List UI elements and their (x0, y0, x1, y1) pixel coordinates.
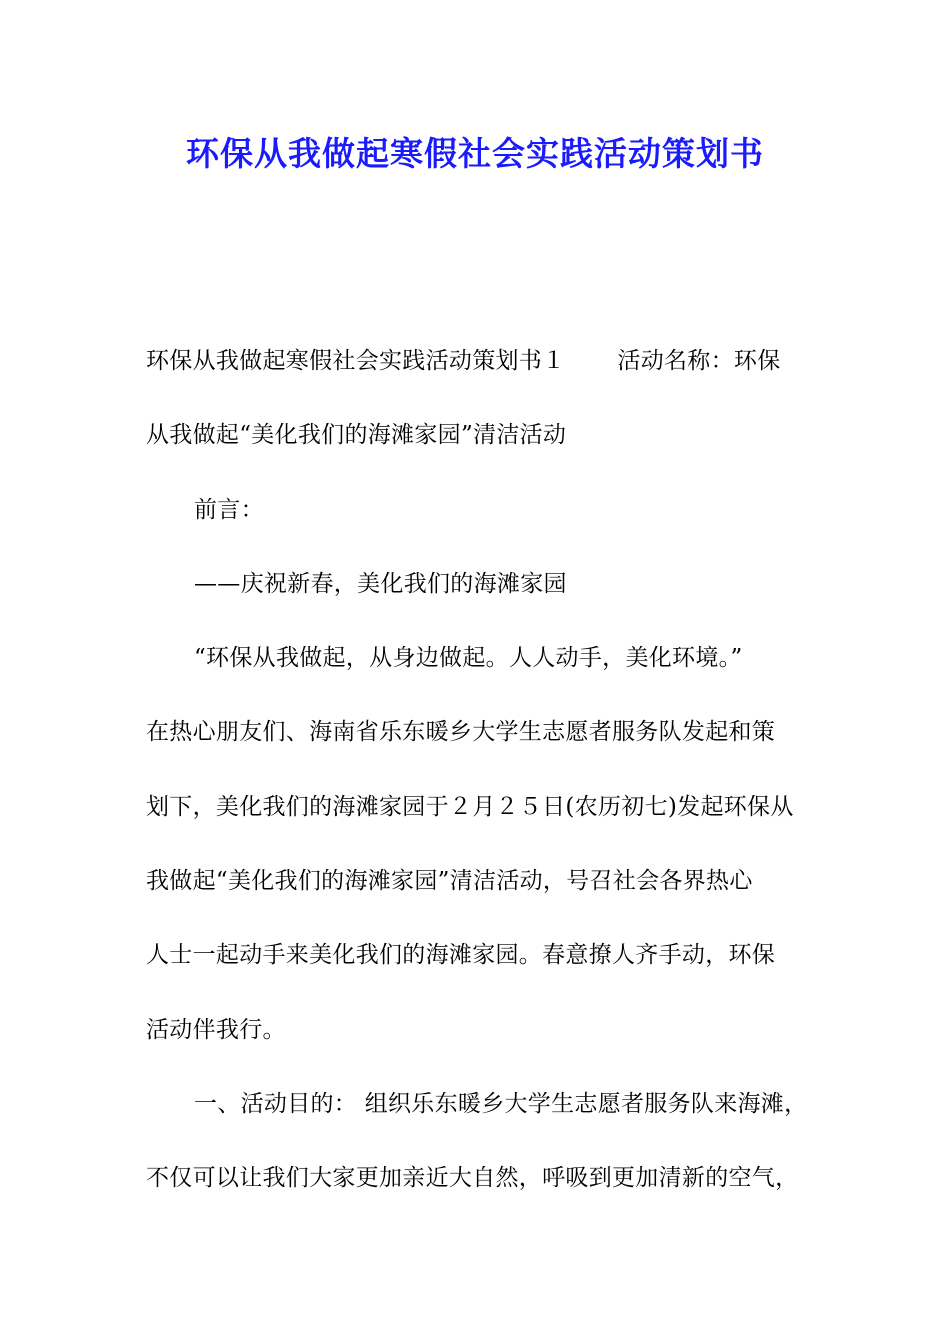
paragraph-line: 我做起“美化我们的海滩家园”清洁活动，号召社会各界热心 (146, 868, 753, 895)
paragraph-line: 不仅可以让我们大家更加亲近大自然，呼吸到更加清新的空气， (146, 1165, 799, 1192)
paragraph-line: 在热心朋友们、海南省乐东暖乡大学生志愿者服务队发起和策 (146, 719, 776, 746)
paragraph-line: 从我做起“美化我们的海滩家园”清洁活动 (146, 422, 567, 449)
paragraph-text: 环保从我做起寒假社会实践活动策划书１ (146, 348, 566, 374)
paragraph-line: 活动伴我行。 (146, 1016, 286, 1043)
paragraph-line (146, 336, 810, 410)
document-title: 环保从我做起寒假社会实践活动策划书 (186, 134, 764, 173)
paragraph-line: 前言： (194, 496, 264, 523)
paragraph-line: 一、活动目的： 组织乐东暖乡大学生志愿者服务队来海滩， (194, 1090, 808, 1117)
paragraph-line: “环保从我做起，从身边做起。人人动手，美化环境。” (194, 645, 743, 672)
paragraph-text: 活动名称：环保 (617, 348, 781, 374)
document-body (146, 336, 810, 1228)
paragraph-line: 人士一起动手来美化我们的海滩家园。春意撩人齐手动，环保 (146, 942, 776, 969)
paragraph-line: ——庆祝新春，美化我们的海滩家园 (194, 570, 567, 597)
paragraph-line: 划下，美化我们的海滩家园于２月２５日(农历初七)发起环保从 (146, 793, 794, 820)
